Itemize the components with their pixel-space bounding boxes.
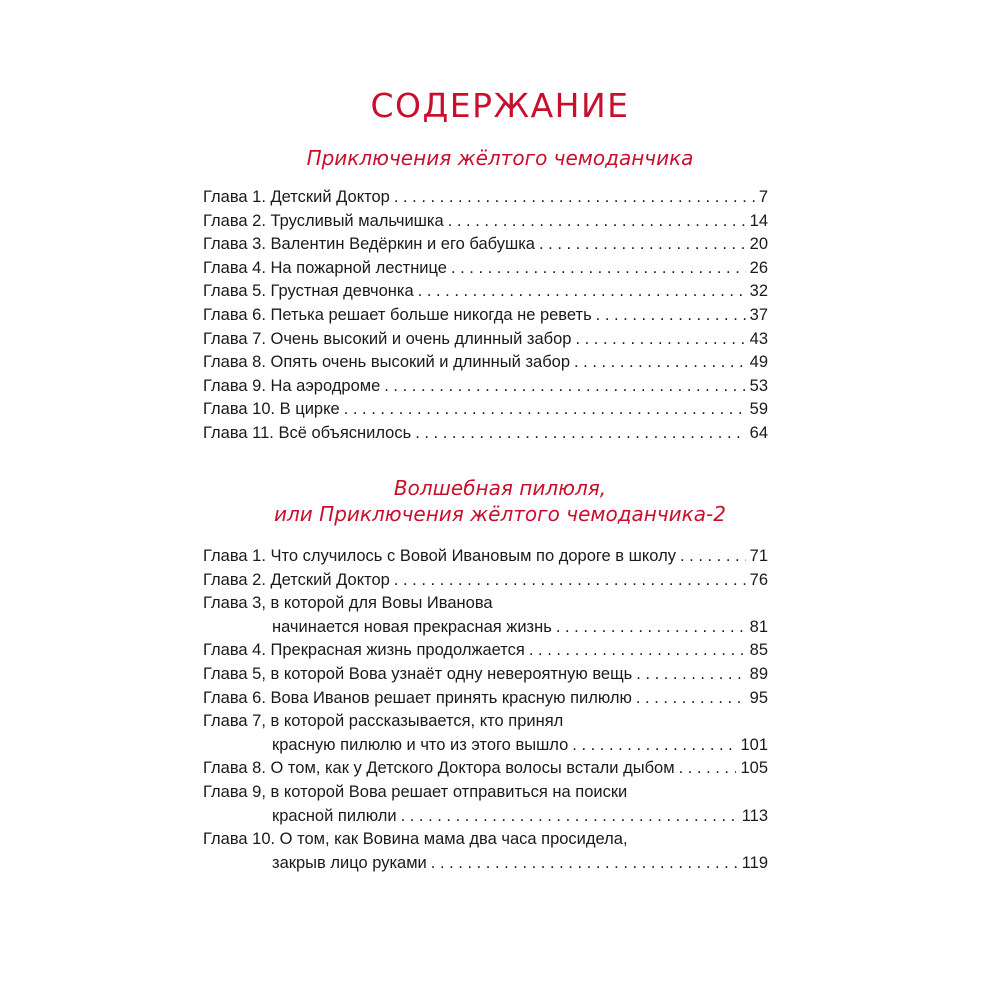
- toc-entry-title: Глава 8. Опять очень высокий и длинный забор: [203, 353, 570, 372]
- toc-page-number: 95: [749, 688, 768, 707]
- toc-entry-title: Глава 3. Валентин Ведёркин и его бабушка: [203, 235, 535, 254]
- toc-entry: [203, 757, 768, 781]
- toc-page-number: 43: [749, 329, 768, 348]
- toc-entry-title: Глава 2. Трусливый мальчишка: [203, 211, 444, 230]
- toc-page-number: 81: [749, 617, 768, 636]
- toc-entry: [203, 710, 768, 734]
- toc-page-number: 113: [741, 806, 768, 825]
- toc-entry: [203, 422, 768, 446]
- section-heading-line: Приключения жёлтого чемоданчика: [306, 146, 694, 170]
- toc-entry: [203, 828, 768, 852]
- toc-entry: [203, 616, 768, 640]
- toc-entry-title: Глава 7. Очень высокий и очень длинный забор: [203, 329, 572, 348]
- toc-leader-dots: [451, 257, 746, 281]
- toc-entry-title: Глава 6. Петька решает больше никогда не реветь: [203, 305, 592, 324]
- toc-entry: [203, 210, 768, 234]
- toc-list-2: [203, 545, 768, 875]
- toc-leader-dots: [384, 375, 745, 399]
- toc-page-number: 26: [749, 258, 768, 277]
- toc-leader-dots: [572, 734, 736, 758]
- toc-leader-dots: [401, 805, 738, 829]
- toc-leader-dots: [418, 280, 746, 304]
- section-heading-2: [0, 475, 1000, 527]
- toc-entry: [203, 545, 768, 569]
- toc-leader-dots: [574, 351, 746, 375]
- toc-entry: [203, 328, 768, 352]
- toc-leader-dots: [680, 545, 746, 569]
- toc-entry: [203, 280, 768, 304]
- toc-entry-title: Глава 8. О том, как у Детского Доктора волосы встали дыбом: [203, 759, 675, 778]
- section-heading-line: или Приключения жёлтого чемоданчика-2: [274, 502, 726, 526]
- toc-entry-title: Глава 5, в которой Вова узнаёт одну невероятную вещь: [203, 664, 633, 683]
- toc-entry-title: красную пилюлю и что из этого вышло: [272, 735, 569, 754]
- toc-entry: [203, 233, 768, 257]
- toc-entry-title: Глава 6. Вова Иванов решает принять красную пилюлю: [203, 688, 632, 707]
- toc-leader-dots: [539, 233, 746, 257]
- section-heading-line: Волшебная пилюля,: [393, 476, 607, 500]
- toc-page-number: 37: [749, 305, 768, 324]
- toc-entry: [203, 592, 768, 616]
- toc-page-number: 89: [749, 664, 768, 683]
- toc-entry: [203, 805, 768, 829]
- toc-leader-dots: [415, 422, 745, 446]
- toc-page-number: 20: [749, 235, 768, 254]
- toc-entry: [203, 734, 768, 758]
- toc-entry: [203, 781, 768, 805]
- toc-leader-dots: [636, 687, 746, 711]
- toc-page-number: 59: [749, 400, 768, 419]
- toc-entry: [203, 639, 768, 663]
- toc-entry-title: Глава 9. На аэродроме: [203, 376, 381, 395]
- toc-entry-title: Глава 1. Детский Доктор: [203, 188, 390, 206]
- toc-page-number: 7: [758, 188, 768, 206]
- toc-page-number: 85: [749, 641, 768, 660]
- toc-entry-title: Глава 3, в которой для Вовы Иванова: [203, 594, 493, 613]
- toc-page-number: 101: [740, 735, 768, 754]
- toc-entry-title: Глава 4. Прекрасная жизнь продолжается: [203, 641, 525, 660]
- section-heading-1: [0, 145, 1000, 171]
- toc-entry-title: Глава 4. На пожарной лестнице: [203, 258, 447, 277]
- toc-page-number: 49: [749, 353, 768, 372]
- toc-entry: [203, 186, 768, 210]
- toc-leader-dots: [636, 663, 745, 687]
- toc-entry: [203, 569, 768, 593]
- toc-leader-dots: [679, 757, 737, 781]
- toc-entry: [203, 398, 768, 422]
- toc-list-1: [203, 186, 768, 446]
- toc-entry-title: Глава 9, в которой Вова решает отправиться на поиски: [203, 782, 628, 801]
- toc-entry: [203, 375, 768, 399]
- toc-entry: [203, 257, 768, 281]
- toc-page-number: 119: [741, 853, 768, 872]
- toc-entry-title: красной пилюли: [272, 806, 397, 825]
- toc-leader-dots: [556, 616, 746, 640]
- toc-entry-title: закрыв лицо руками: [272, 853, 427, 872]
- toc-page-number: 53: [749, 376, 768, 395]
- toc-entry-title: Глава 2. Детский Доктор: [203, 570, 390, 589]
- toc-entry: [203, 852, 768, 876]
- toc-leader-dots: [529, 639, 746, 663]
- toc-page-number: 76: [749, 570, 768, 589]
- toc-entry: [203, 663, 768, 687]
- toc-entry-title: Глава 1. Что случилось с Вовой Ивановым по дороге в школу: [203, 547, 676, 565]
- toc-leader-dots: [431, 852, 738, 876]
- toc-entry: [203, 687, 768, 711]
- toc-page-number: 32: [749, 282, 768, 301]
- toc-page-number: 71: [749, 547, 768, 565]
- toc-entry-title: Глава 10. В цирке: [203, 400, 340, 419]
- toc-page-number: 14: [749, 211, 768, 230]
- toc-leader-dots: [448, 210, 746, 234]
- toc-entry-title: Глава 5. Грустная девчонка: [203, 282, 414, 301]
- toc-leader-dots: [394, 569, 746, 593]
- toc-entry-title: Глава 7, в которой рассказывается, кто принял: [203, 712, 564, 731]
- toc-leader-dots: [394, 186, 755, 210]
- toc-leader-dots: [344, 398, 746, 422]
- toc-entry: [203, 304, 768, 328]
- page-title: СОДЕРЖАНИЕ: [370, 86, 630, 125]
- toc-entry-title: начинается новая прекрасная жизнь: [272, 617, 552, 636]
- toc-entry-title: Глава 11. Всё объяснилось: [203, 423, 412, 442]
- toc-entry: [203, 351, 768, 375]
- toc-leader-dots: [575, 328, 745, 352]
- toc-leader-dots: [596, 304, 746, 328]
- toc-page-number: 105: [740, 759, 768, 778]
- toc-page-number: 64: [749, 423, 768, 442]
- toc-entry-title: Глава 10. О том, как Вовина мама два часа просидела,: [203, 830, 628, 849]
